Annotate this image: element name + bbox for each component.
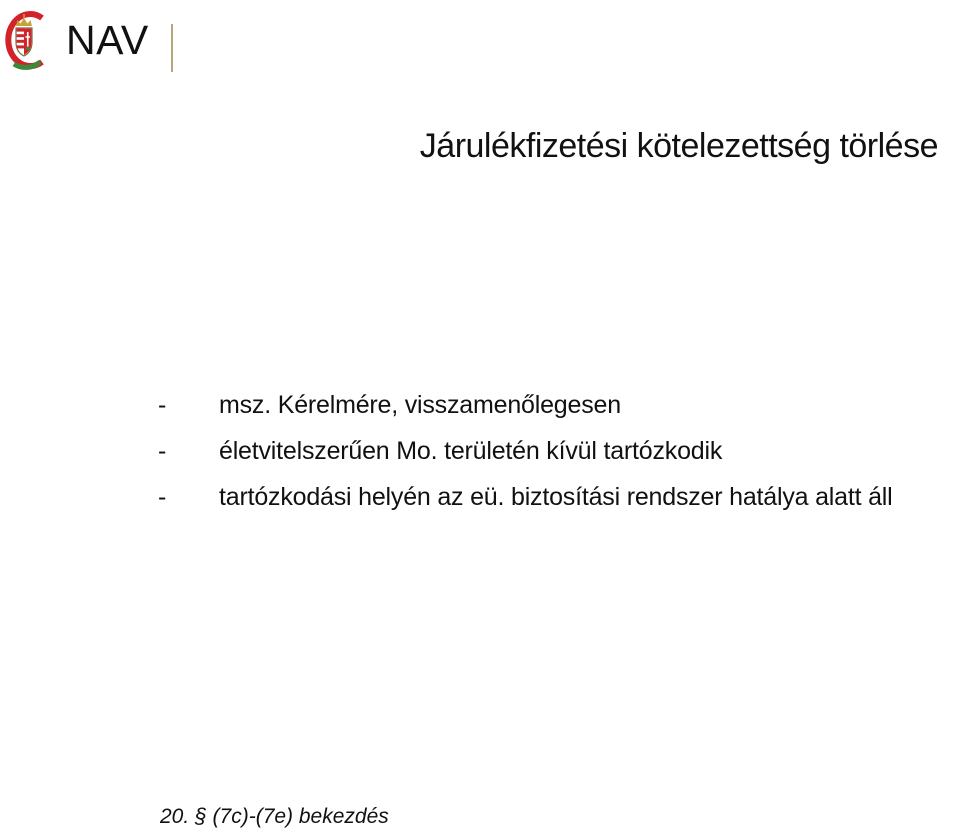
bullet-text: msz. Kérelmére, visszamenőlegesen	[219, 391, 621, 419]
logo-text: NAV	[66, 17, 149, 63]
bullet-text: életvitelszerűen Mo. területén kívül tartózkodik	[219, 437, 723, 465]
legal-reference: 20. § (7c)-(7e) bekezdés	[160, 805, 389, 828]
bullet-marker: -	[158, 391, 167, 419]
bullet-text: tartózkodási helyén az eü. biztosítási rendszer hatálya alatt áll	[219, 483, 893, 511]
logo-divider	[171, 24, 173, 72]
nav-logo	[0, 0, 190, 80]
bullet-marker: -	[158, 483, 167, 511]
nav-emblem-icon	[2, 4, 50, 74]
bullet-marker: -	[158, 437, 167, 465]
slide-title: Járulékfizetési kötelezettség törlése	[419, 127, 938, 165]
